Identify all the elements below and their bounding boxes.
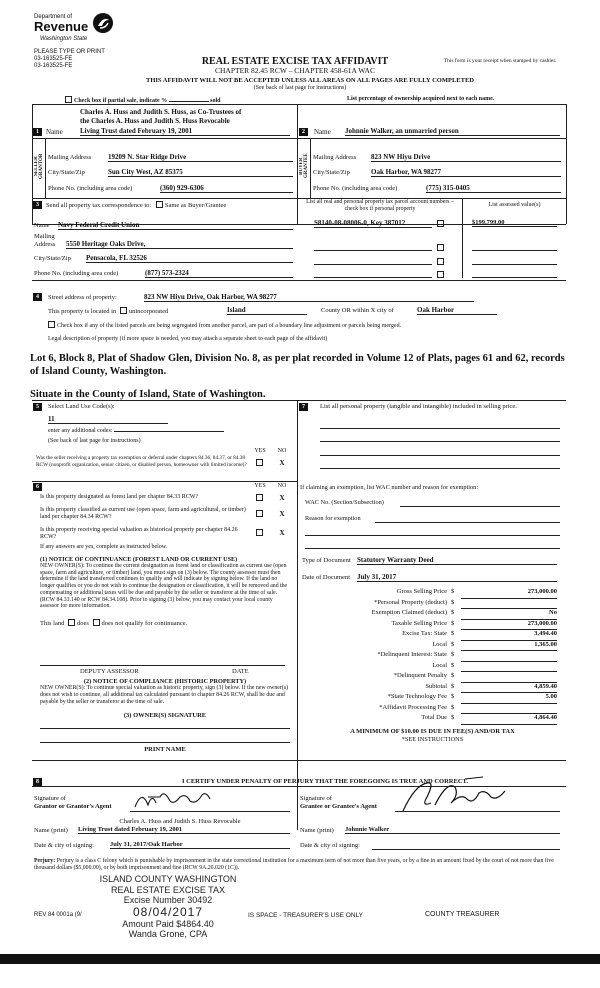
stamp-county: ISLAND COUNTY WASHINGTON (99, 874, 237, 884)
additional-codes-label: enter any additional codes: (48, 428, 113, 434)
doc-type-label: Type of Document (302, 557, 351, 564)
seller-name-line1: Charles A. Huss and Judith S. Huss, as Co-Trustees of (80, 108, 242, 116)
calc-row (302, 693, 557, 704)
calc-row (302, 630, 557, 641)
buyer-city-label: City/State/Zip (313, 169, 350, 176)
calc-currency: $ (451, 609, 455, 616)
corr-name: Navy Federal Credit Union (58, 221, 293, 230)
calc-row (302, 704, 557, 715)
seller-city: Sun City West, AZ 85375 (108, 168, 293, 177)
wac-claim-label: If claiming an exemption, list WAC number and reason for exemption: (300, 484, 479, 491)
forest-yes-checkbox[interactable] (256, 494, 263, 501)
land-use-label: Select Land Use Code(s): (48, 403, 115, 410)
warning-text: THIS AFFIDAVIT WILL NOT BE ACCEPTED UNLESS ALL AREAS ON ALL PAGES ARE FULLY COMPLETED (146, 77, 474, 84)
parcel-head-left: List all real and personal property tax parcel account numbers – check box if personal property (306, 199, 454, 212)
parcel-personal-checkbox-4[interactable] (437, 271, 444, 278)
county-treasurer-label: COUNTY TREASURER (425, 911, 500, 918)
owner-signature-label: (3) OWNER(S) SIGNATURE (123, 712, 207, 719)
calc-row (302, 683, 557, 694)
please-type: PLEASE TYPE OR PRINT (34, 49, 105, 55)
calc-label: *Affidavit Processing Fee (379, 703, 447, 711)
seller-side-label: SELLER GRANTOR (34, 153, 44, 179)
buyer-mail-label: Mailing Address (313, 154, 357, 161)
partial-sale-checkbox[interactable] (65, 96, 72, 103)
same-as-buyer-checkbox[interactable] (156, 201, 163, 208)
seller-name-line2: the Charles A. Huss and Judith S. Huss Revocable (80, 117, 230, 125)
notice1-body: NEW OWNER(S): To continue the current designation as forest land or classification as current use (open space, farm and agriculture, or timber) land, you must sign on (3) below. The county assessor must then determine if the land transferred continues to qualify and will indicate by signing below. If the land no longer qualifies or you do not wish to continue the designation or classification, it will be removed and the compensating or additional taxes will be due and payable by the seller or transferor at the time of sale. (RCW 84.33.140 or RCW 84.34.108). Prior to signing (3) below, you may contact your local county assessor for more information. (40, 563, 288, 610)
form-code-1: 03-163525-FE (34, 56, 73, 62)
calc-row (302, 609, 557, 620)
does-not-checkbox[interactable] (93, 619, 100, 626)
rev-code: REV 84 0001a (9/ (34, 912, 82, 918)
does-not-label: does not qualify for continuance. (101, 620, 188, 627)
buyer-mail: 823 NW Hiyu Drive (371, 153, 561, 162)
section-1-badge: 1 (33, 128, 42, 136)
form-chapter: CHAPTER 82.45 RCW – CHAPTER 458-61A WAC (215, 66, 375, 75)
historic-no-answer: X (279, 529, 285, 537)
calc-value: 273,000.00 (461, 620, 557, 631)
wac-number-label: WAC No. (Section/Subsection) (305, 499, 384, 506)
calc-row (302, 588, 557, 599)
legal-label: Legal description of property (if more space is needed, you may attach a separate sheet to each page of the affidavit) (48, 336, 328, 342)
stamp-tax: REAL ESTATE EXCISE TAX (110, 884, 226, 895)
parcel-personal-checkbox-2[interactable] (437, 244, 444, 251)
stamp-signer: Wanda Grone, CPA (128, 929, 208, 939)
located-label: This property is located in (48, 308, 117, 315)
parcel-line-2 (314, 243, 432, 251)
corr-name-label: Name (34, 222, 50, 229)
seller-mail: 19209 N. Star Ridge Drive (108, 153, 293, 162)
parcel-value: $199,799.00 (472, 219, 557, 227)
grantor-print-line2: Living Trust dated February 19, 2001 (78, 826, 290, 834)
seller-name-label: Name (46, 128, 63, 136)
exemption-reason-label: Reason for exemption (305, 515, 361, 522)
calc-currency: $ (451, 598, 455, 606)
seller-phone-label: Phone No. (including area code) (48, 185, 133, 192)
calc-label: Taxable Selling Price (391, 619, 447, 627)
current-use-question: Is this property classified as current use (open space, farm and agricultural, or timber) land per chapter 84.34 RCW? (40, 507, 246, 520)
receipt-note: This form is your receipt when stamped by cashier. (443, 58, 557, 64)
calc-currency: $ (451, 714, 455, 721)
grantee-date-city (372, 841, 560, 850)
treasurer-stamp (78, 874, 258, 940)
calc-row (302, 620, 557, 631)
calc-label: Total Due (421, 714, 447, 721)
grantor-name-print-label: Name (print) (34, 827, 68, 834)
exemption-question: Was the seller receiving a property tax exemption or deferral under chapters 84.36, 84.37, or 84.38 RCW (nonprofit organization, senior citizen, or disabled person, homeowner with limited income)? (36, 455, 247, 468)
calc-label: Gross Selling Price (396, 588, 447, 595)
parcel-number: S8140-08-08006-0, Key 387012 (314, 219, 432, 228)
seller-name-line3: Living Trust dated February 19, 2001 (80, 127, 290, 136)
calc-label: *Delinquent Penalty (393, 672, 447, 679)
parcel-value-3 (472, 257, 557, 265)
personal-property-label: List all personal property (tangible and intangible) included in selling price. (320, 403, 517, 410)
calc-row (302, 672, 557, 683)
calc-table (302, 588, 557, 725)
calc-value (461, 651, 557, 662)
city-name: Oak Harbor (417, 306, 497, 315)
perjury-label: Perjury: (34, 858, 56, 864)
land-use-code: 11 (48, 415, 168, 424)
correspondence-label: Send all property tax correspondence to: (46, 202, 152, 209)
yes-head-5: YES (254, 448, 266, 454)
see-back-5: (See back of last page for instructions) (48, 438, 141, 444)
calc-row (302, 651, 557, 662)
grantee-date-label: Date & city of signing: (300, 842, 360, 849)
unincorporated-checkbox[interactable] (120, 307, 127, 314)
parcel-personal-checkbox-3[interactable] (437, 258, 444, 265)
calc-value (461, 704, 557, 715)
situate-text: Situate in the County of Island, State of Washington. (30, 389, 266, 400)
pct-list-label: List percentage of ownership acquired next to each name. (347, 96, 495, 102)
corr-mail: 5550 Heritage Oaks Drive, (66, 240, 293, 249)
segregated-checkbox[interactable] (48, 321, 55, 328)
calc-value: 3,494.40 (461, 630, 557, 641)
dept-name: Revenue (34, 19, 89, 34)
street-address: 823 NW Hiyu Drive, Oak Harbor, WA 98277 (144, 293, 474, 302)
seller-phone: (360) 929-6306 (160, 184, 293, 193)
calc-value (461, 672, 557, 683)
grantee-signature (395, 775, 510, 815)
parcel-value-2 (472, 243, 557, 251)
same-as-buyer-label: Same as Buyer/Grantee (164, 202, 227, 209)
calc-label: *Personal Property (deduct) (374, 598, 447, 606)
deputy-date-label: DATE (232, 668, 249, 675)
calc-value: 5.00 (461, 693, 557, 704)
grantee-sig-label2: Grantee or Grantee's Agent (300, 803, 377, 810)
perjury-text: Perjury is a class C felony which is punishable by imprisonment in the state correctional institution for a maximum term of not more than five years, or by a fine in an amount fixed by the court of not more than five thousand dollars ($5,000.00), or by both imprisonment and fine (RCW 9A.20.020 (1C)). (34, 858, 554, 871)
print-name-label: PRINT NAME (144, 746, 186, 753)
buyer-side-label: BUYER GRANTEE (299, 153, 309, 179)
stamp-amount: Amount Paid $4864.40 (122, 918, 214, 929)
stamp-excise-number: Excise Number 30492 (123, 895, 213, 905)
calc-label: Local (432, 661, 447, 669)
grantor-date-label: Date & city of signing: (34, 842, 94, 849)
section-5-badge: 5 (33, 403, 42, 411)
parcel-line-3 (314, 257, 432, 265)
calc-currency: $ (451, 588, 455, 595)
calc-currency: $ (451, 619, 455, 627)
unincorporated-label: unincorporated (128, 308, 169, 315)
calc-value: 273,000.00 (461, 588, 557, 599)
calc-currency: $ (451, 682, 455, 690)
calc-currency: $ (451, 703, 455, 711)
calc-value: No (461, 609, 557, 620)
doc-type: Statutory Warranty Deed (357, 556, 557, 565)
grantee-print-name: Johnnie Walker (345, 826, 560, 834)
yes-head-6: YES (254, 483, 266, 489)
calc-currency: $ (451, 661, 455, 669)
dor-logo (34, 14, 119, 48)
buyer-city: Oak Harbor, WA 98277 (371, 168, 561, 177)
calc-value: 4,864.40 (461, 714, 557, 725)
grantor-date-city: July 31, 2017/Oak Harbor (110, 841, 290, 849)
corr-mail-label2: Address (34, 241, 56, 248)
street-label: Street address of property: (48, 294, 117, 301)
see-back-text: (See back of last page for instructions) (253, 85, 347, 91)
calc-currency: $ (451, 651, 455, 658)
form-title: REAL ESTATE EXCISE TAX AFFIDAVIT (201, 56, 389, 67)
county-name: Island (227, 306, 307, 315)
seller-city-label: City/State/Zip (48, 169, 85, 176)
calc-row (302, 641, 557, 652)
calc-value (461, 599, 557, 610)
doc-date-label: Date of Document (302, 574, 351, 581)
forest-no-answer: X (279, 494, 285, 502)
see-instructions-note: *SEE INSTRUCTIONS (401, 736, 464, 743)
calc-currency: $ (451, 672, 455, 679)
grantor-print-line1: Charles A. Huss and Judith S. Huss Revocable (119, 818, 241, 825)
form-code-2: 03-163525-FE (34, 63, 73, 69)
no-head-5: NO (277, 448, 287, 454)
current-use-yes-checkbox[interactable] (256, 510, 263, 517)
grantee-name-print-label: Name (print) (300, 827, 334, 834)
parcel-value-4 (472, 270, 557, 278)
section-4-badge: 4 (33, 293, 42, 301)
corr-phone-label: Phone No. (including area code) (34, 270, 119, 277)
does-checkbox[interactable] (68, 619, 75, 626)
buyer-phone-label: Phone No. (including area code) (313, 185, 398, 192)
calc-currency: $ (451, 640, 455, 648)
calc-value (461, 662, 557, 673)
grantor-sig-label1: Signature of (34, 795, 66, 802)
calc-row (302, 599, 557, 610)
historic-yes-checkbox[interactable] (256, 529, 263, 536)
exemption-no-answer: X (279, 459, 285, 467)
calc-label: Excise Tax: State (402, 630, 447, 637)
grantee-sig-label1: Signature of (300, 795, 332, 802)
section-6-badge: 6 (33, 483, 42, 491)
segregated-label: Check box if any of the listed parcels are being segregated from another parcel, are part of a boundary line adjustment or parcels being merged. (57, 323, 402, 329)
seller-mail-label: Mailing Address (48, 154, 92, 161)
buyer-name: Johnnie Walker, an unmarried person (345, 127, 560, 136)
section-2-badge: 2 (299, 128, 308, 136)
corr-phone: (877) 573-2324 (145, 269, 293, 278)
minimum-fee-note: A MINIMUM OF $10.00 IS DUE IN FEE(S) AND/OR TAX (350, 728, 515, 735)
section-7-badge: 7 (299, 403, 308, 411)
calc-row (302, 662, 557, 673)
parcel-head-right: List assessed value(s) (488, 202, 541, 208)
certify-text: I CERTIFY UNDER PENALTY OF PERJURY THAT THE FOREGOING IS TRUE AND CORRECT. (181, 778, 468, 785)
calc-label: Subtotal (425, 682, 447, 690)
calc-label: Local (432, 640, 447, 648)
buyer-phone: (775) 315-0405 (426, 184, 561, 193)
buyer-name-label: Name (314, 128, 331, 136)
county-or-label: County OR within X city of (321, 307, 394, 314)
exemption-yes-checkbox[interactable] (256, 459, 263, 466)
doc-date: July 31, 2017 (357, 573, 557, 582)
corr-city: Pensacola, FL 32526 (86, 254, 293, 263)
notice2-title: (2) NOTICE OF COMPLIANCE (HISTORIC PROPERTY) (83, 678, 247, 685)
grantor-sig-label2: Grantor or Grantor's Agent (34, 803, 112, 810)
state-name: Washington State (40, 36, 88, 42)
notice1-title: (1) NOTICE OF CONTINUANCE (FOREST LAND OR CURRENT USE) (40, 556, 238, 563)
corr-city-label: City/State/Zip (34, 255, 71, 262)
calc-value: 1,365.00 (461, 641, 557, 652)
historic-question: Is this property receiving special valuation as historical property per chapter 84.26 RCW? (40, 527, 238, 540)
section-3-badge: 3 (33, 201, 42, 209)
does-label: does (77, 620, 89, 627)
if-yes-note: If any answers are yes, complete as instructed below. (40, 544, 168, 550)
parcel-personal-checkbox-1[interactable] (437, 220, 444, 227)
calc-value: 4,859.40 (461, 683, 557, 694)
bottom-black-bar (0, 954, 600, 964)
partial-sale-label: Check box if partial sale, indicate % (74, 98, 168, 104)
sold-label: sold (210, 98, 221, 104)
section-8-badge: 8 (33, 778, 42, 786)
legal-description: Lot 6, Block 8, Plat of Shadow Glen, Division No. 8, as per plat recorded in Volume 12 of Plats, pages 61 and 62, records of Island County, Washington. (30, 353, 565, 377)
treasurer-space-label: IS SPACE - TREASURER'S USE ONLY (248, 912, 364, 919)
calc-label: *State Technology Fee (387, 693, 447, 700)
forest-question: Is this property designated as forest land per chapter 84.33 RCW? (40, 494, 199, 500)
calc-label: Exemption Claimed (deduct) (371, 609, 447, 616)
no-head-6: NO (277, 483, 287, 489)
stamp-date: 08/04/2017 (132, 904, 204, 919)
calc-label: *Delinquent Interest: State (377, 651, 447, 658)
deputy-assessor-label: DEPUTY ASSESSOR (80, 668, 139, 675)
calc-row (302, 714, 557, 725)
corr-mail-label1: Mailing (34, 233, 55, 240)
this-land-label: This land (40, 620, 65, 627)
dor-swirl-icon (92, 12, 114, 34)
calc-currency: $ (451, 693, 455, 700)
notice2-body: NEW OWNER(S): To continue special valuation as historic property, sign (3) below. If the new owner(s) does not wish to continue, all additional tax calculated pursuant to chapter 84.26 RCW, shall be due and payable by the seller or transferor at the time of sale. (40, 685, 289, 705)
current-use-no-answer: X (279, 510, 285, 518)
calc-currency: $ (451, 630, 455, 637)
parcel-line-4 (314, 270, 432, 278)
dept-small: Department of (34, 14, 73, 20)
